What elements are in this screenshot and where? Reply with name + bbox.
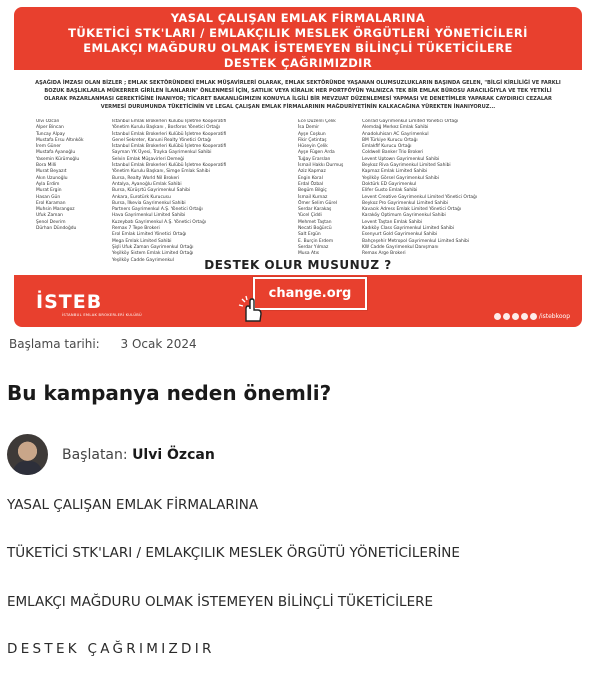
signer-entry: İstanbul Emlak Brokerleri Kulübü İşletme Kooperatifi — [112, 119, 227, 124]
signer-entry: Levent Creative Gayrimenkul Limited Yönetici Ortağı — [362, 194, 478, 200]
signers-titles-col-1 — [112, 119, 292, 264]
signer-entry: KW Cadde Gayrimenkul Danışmanı — [362, 244, 439, 250]
signer-entry: İrem Güner — [36, 144, 61, 150]
signer-entry: İstanbul Emlak Brokerleri Kulübü İşletme Kooperatifi — [112, 163, 227, 169]
section-title: Bu kampanya neden önemli? — [7, 381, 332, 405]
signer-entry: Yeşilköy Cadde Gayrimenkul — [112, 257, 174, 263]
start-date — [9, 337, 197, 351]
signer-entry: Begüm Bilgiç — [298, 188, 327, 194]
signer-entry: Bursa, Realty World Nil Brokeri — [112, 175, 180, 181]
signer-entry: Bahçeşehir Metropol Gayrimenkul Limited Sahibi — [362, 238, 470, 244]
signer-entry: Partners Gayrimenkul A.Ş. Yönetici Ortağı — [112, 207, 203, 213]
signer-entry: Beykoz Riva Gayrimenkul Limited Sahibi — [362, 163, 451, 169]
signer-entry: Ayşe Fügen Arda — [298, 150, 335, 156]
change-org-badge: change.org — [253, 277, 367, 310]
signer-entry: Necati Boğürcü — [298, 226, 332, 232]
banner-header-line: TÜKETİCİ STK'LARI / EMLAKÇILIK MESLEK ÖRGÜTLERİ YÖNETİCİLERİ — [68, 26, 528, 40]
signer-entry: Murat Ergin — [36, 188, 62, 194]
signer-entry: Remax Arge Brokeri — [362, 251, 406, 257]
avatar-body — [13, 461, 42, 475]
signer-entry: Hasan Gün — [36, 194, 61, 200]
signer-entry: Antalya, Ayanoğlu Emlak Sahibi — [112, 181, 182, 187]
signer-entry: Dürhan Dündoğdu — [36, 226, 77, 232]
instagram-icon — [503, 313, 510, 320]
signer-entry: Doktürk ED Gayrimenkul — [362, 181, 417, 187]
signers-names-col-1 — [36, 119, 106, 264]
signer-entry: Levent Taştan Emlak Sahibi — [362, 219, 423, 225]
signer-entry: Sayman YK Üyesi, Trayka Gayrimenkul Sahibi — [112, 150, 212, 156]
signer-entry: Fikir Çetintaş — [298, 137, 327, 143]
signers-names-col-2 — [298, 119, 356, 264]
start-date-value: 3 Ocak 2024 — [120, 337, 197, 351]
signer-entry: Emlakfif Kurucu Ortağı — [362, 144, 412, 150]
signer-entry: Karaköy Optimum Gayrimenkul Sahibi — [362, 213, 446, 219]
signer-entry: İsmail Kurnaz — [298, 194, 328, 200]
signer-entry: Levent Uptown Gayrimenkul Sahibi — [362, 156, 440, 162]
banner-header-line: EMLAKÇI MAĞDURU OLMAK İSTEMEYEN BİLİNÇLİ TÜKETİCİLERE — [83, 41, 513, 55]
signer-entry: Kavacık Adress Emlak Limited Yönetici Ortağı — [362, 207, 462, 213]
signer-entry: Salt Ergün — [298, 232, 321, 238]
signer-entry: Yücel Çiddi — [298, 213, 322, 219]
signer-entry: Ankara, Eurotürk Kurucusu — [112, 194, 171, 200]
signer-entry: Tuncay Alpay — [36, 131, 65, 137]
signer-entry: Mustafa Ersu Altınkök — [36, 137, 84, 143]
signer-entry: Musa Atıs — [298, 251, 320, 257]
signer-entry: İsa Demir — [298, 125, 320, 131]
signer-entry: Ömer Selim Gürel — [298, 200, 338, 206]
isteb-logo-subtitle: İSTANBUL EMLAK BROKERLERİ KULÜBÜ — [62, 313, 142, 317]
banner-header-line: YASAL ÇALIŞAN EMLAK FİRMALARINA — [170, 11, 426, 25]
signer-entry: Mustafa Ayanoğlu — [36, 150, 76, 156]
pointer-hand-icon — [236, 295, 264, 323]
signer-entry: Yasemin Kürümoğlu — [36, 156, 80, 162]
signer-entry: Erdal Özbal — [298, 181, 324, 187]
signer-entry: Beykoz Pro Gayrimenkul Limited Sahibi — [362, 200, 448, 206]
facebook-icon — [494, 313, 501, 320]
signer-entry: Yönetim Kurulu Başkanı, Simge Emlak Sahibi — [112, 169, 210, 175]
signer-entry: E. Burçin Erdem — [298, 238, 334, 244]
social-links — [494, 313, 570, 320]
linkedin-icon — [530, 313, 537, 320]
signer-entry: İstanbul Emlak Brokerleri Kulübü İşletme Kooperatifi — [112, 131, 227, 137]
signer-entry: Alemdağ Merkez Emlak Sahibi — [362, 125, 429, 131]
signer-entry: Ece Düzenli Çelik — [298, 119, 336, 124]
signer-entry: Yeşilköy Sistem Emlak Limited Ortağı — [112, 251, 194, 257]
description-line: TÜKETİCİ STK'LARI / EMLAKÇILIK MESLEK ÖRGÜTÜ YÖNETİCİLERİNE — [7, 545, 460, 561]
signer-entry: Anadoluhisarı AC Gayrimenkul — [362, 131, 429, 137]
signer-entry: Aziz Kapmaz — [298, 169, 326, 175]
signer-entry: Yeşilköy Görsel Gayrimenkul Sahibi — [362, 175, 439, 181]
starter-line — [62, 447, 215, 463]
signer-entry: Erol Emlak Limited Yönetici Ortağı — [112, 232, 187, 238]
signer-entry: Ayla Erdim — [36, 181, 60, 187]
twitter-icon — [512, 313, 519, 320]
signer-entry: Hava Gayrimenkul Limited Sahibi — [112, 213, 186, 219]
signer-entry: Serdar Karakaş — [298, 207, 332, 213]
signer-entry: Genel Sekreter, Kanuni Realty Yönetici Ortağı — [112, 137, 212, 143]
signer-entry: Erol Karaman — [36, 200, 66, 206]
banner-header-line: DESTEK ÇAĞRIMIZDIR — [223, 56, 373, 70]
starter-name-link[interactable]: Ulvi Özcan — [132, 447, 215, 463]
youtube-icon — [521, 313, 528, 320]
signer-entry: Murat Beyazıt — [36, 169, 67, 175]
description-line: DESTEK ÇAĞRIMIZDIR — [7, 641, 215, 657]
signer-entry: Serdar Yılmaz — [298, 244, 329, 250]
description-line: YASAL ÇALIŞAN EMLAK FİRMALARINA — [7, 497, 259, 513]
signers-table — [36, 119, 568, 264]
signer-entry: Akın Uzunoğlu — [36, 175, 68, 181]
social-handle: /istebkoop — [538, 313, 570, 320]
signer-entry: Bursa, Kürüşrtü Gayrimenkul Sahibi — [112, 188, 191, 194]
signer-entry: Conrad Gayrimenkul Limited Yönetici Ortağı — [362, 119, 459, 124]
signer-entry: Mehmet Taştan — [298, 219, 332, 225]
isteb-logo: İSTEB — [36, 291, 103, 313]
signer-entry: BM Türkiye Kurucu Ortağı — [362, 137, 418, 143]
signer-entry: Coldwell Banker Trio Brokeri — [362, 150, 424, 156]
banner-header — [14, 7, 582, 70]
signer-entry: Elifer Gusto Emlak Sahibi — [362, 188, 418, 194]
signer-entry: Selvin Emlak Müşavirleri Demeği — [112, 156, 185, 162]
signer-entry: Ufuk Zaman — [36, 213, 63, 219]
start-date-label: Başlama tarihi: — [9, 337, 100, 351]
signer-entry: Bora Milli — [36, 163, 57, 169]
signer-entry: Hüseyin Çelik — [298, 144, 328, 150]
signer-entry: Yönetim Kurulu Başkanı , Bosforos Yönetici Ortağı — [112, 125, 220, 131]
signer-entry: Kapmaz Emlak Limited Sahibi — [362, 169, 428, 175]
signer-entry: Mega Emlak Limited Sahibi — [112, 238, 172, 244]
signers-titles-col-2 — [362, 119, 522, 264]
signer-entry: Tuğay Erarslan — [298, 156, 331, 162]
signer-entry: Engin Koral — [298, 175, 323, 181]
starter-prefix: Başlatan: — [62, 447, 128, 463]
signer-entry: Kadıköy Class Gayrimenkul Limited Sahibi — [362, 226, 455, 232]
signer-entry: Remax 7 Tepe Brokeri — [112, 226, 160, 232]
campaign-banner-image — [14, 7, 582, 327]
description-line: EMLAKÇI MAĞDURU OLMAK İSTEMEYEN BİLİNÇLİ TÜKETİCİLERE — [7, 594, 434, 610]
signer-entry: Ulvi Özcan — [36, 119, 60, 124]
support-question: DESTEK OLUR MUSUNUZ ? — [204, 258, 392, 272]
starter-avatar[interactable] — [7, 434, 48, 475]
signer-entry: İstanbul Emlak Brokerleri Kulübü İşletme Kooperatifi — [112, 144, 227, 150]
signer-entry: Şenol Devrim — [36, 219, 66, 225]
signer-entry: Kuzeybatı Gayrimenkul A.Ş. Yönetici Ortağı — [112, 219, 206, 225]
signer-entry: Ayşe Coşkun — [298, 131, 326, 137]
signer-entry: Esenyurt Gold Gayrimenkul Sahibi — [362, 232, 438, 238]
banner-intro-text: AŞAĞIDA İMZASI OLAN BİZLER ; EMLAK SEKTÖRÜNDEKİ EMLAK MÜŞAVİRLERİ OLARAK, EMLAK SEKTÖRÜNDE YAŞANAN OLUMSUZLUKLARIN BAŞINDA GELEN, "BİLGİ KİRLİLİĞİ VE FARKLI BOZUK BAŞLIKLARLA MÜKERRER GİRİLEN İLANLARIN" ÖNLENMESİ İÇİN, SATILIK VEYA KİRALIK HER PORTFÖYÜN YALNIZCA TEK BİR EMLAK BÜROSU ARACILIĞIYLA VE TEK YETKİLİ OLARAK PAZARLANMASI GEREKTİĞİNE İNANIYOR; TİCARET BAKANLIĞIMIZIN KONUYLA İLGİLİ BİR MEVZUAT DÜZENLEMESİ YAPMASI VE DENETİMLER YAPARAK CAYDIRICI CEZALAR VERMESİ DURUMUNDA TÜKETİCİNİN VE LEGAL ÇALIŞAN EMLAK FİRMALARININ MAĞDURİYETİNİN KALKACAĞINA YÜREKTEN İNANIYORUZ... — [35, 80, 561, 110]
signer-entry: Şişli Ufuk Zaman Gayrimenkul Ortağı — [112, 244, 194, 250]
signer-entry: Muhsin Marangoz — [36, 207, 75, 213]
signer-entry: İsmail Hakkı Durmuş — [298, 163, 344, 169]
signer-entry: Bursa, İlkevia Gayrimenkul Sahibi — [112, 200, 186, 206]
signer-entry: Alper Bincan — [36, 125, 64, 131]
